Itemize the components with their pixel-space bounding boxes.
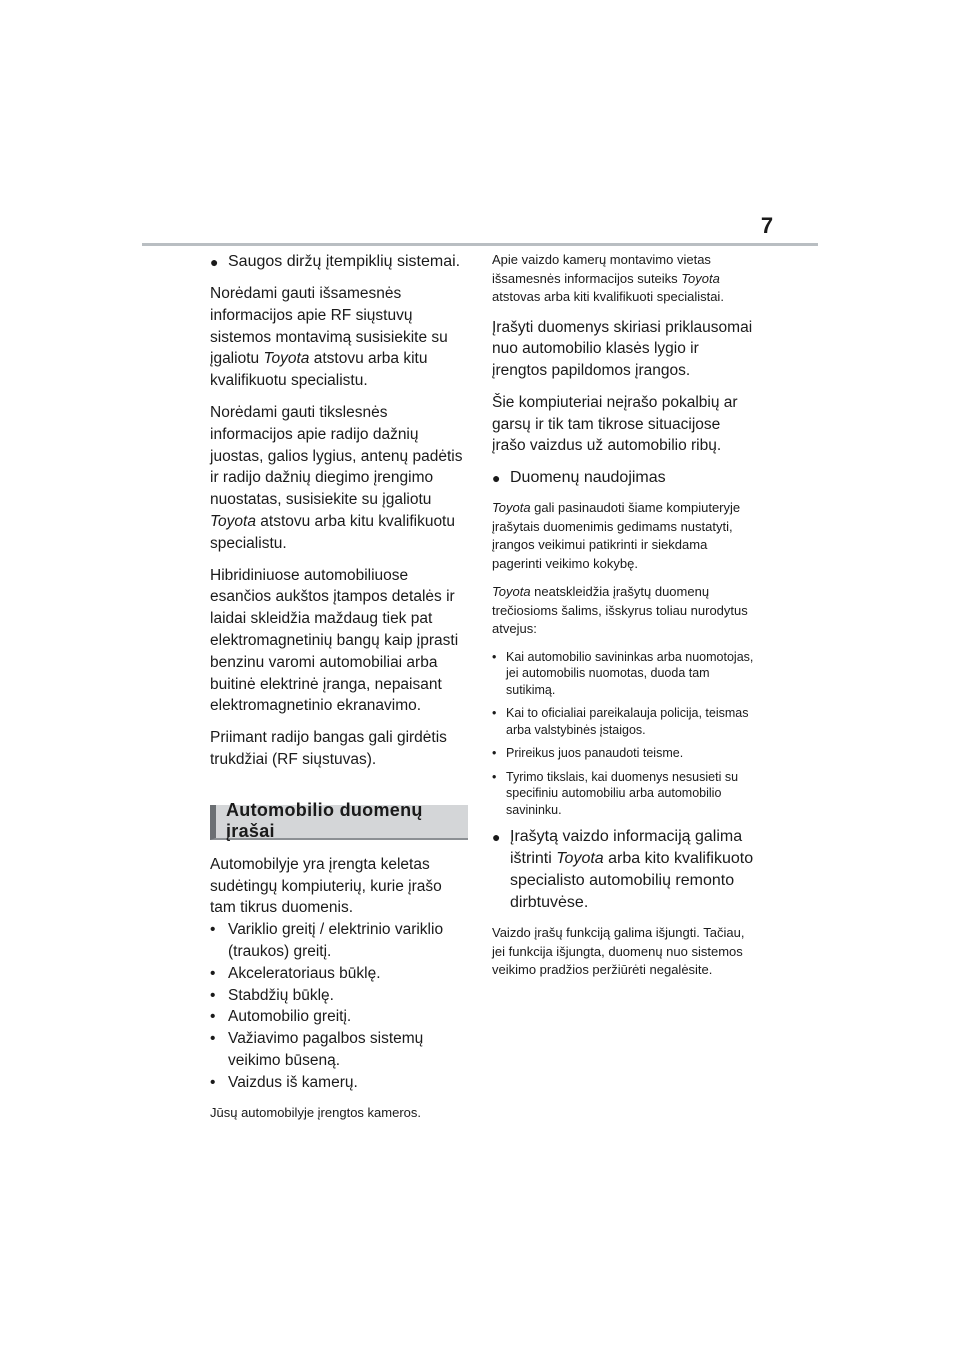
recorded-data-list	[210, 919, 470, 1093]
bullet-data-usage	[492, 467, 754, 489]
list-item: • Vaizdus iš kamerų.	[210, 1073, 358, 1091]
bullet-video-deletion	[492, 826, 754, 914]
paragraph-disable-recording: Vaizdo įrašų funkciją galima išjungti. Tačiau, jei funkcija išjungta, duomenų nuo sistemos veikimo pradžios peržiūrėti negalėsite.	[492, 925, 745, 978]
paragraph-no-audio: Šie kompiuteriai neįrašo pokalbių ar garsų ir tik tam tikrose situacijose įrašo vaizdus už automobilio ribų.	[492, 393, 738, 455]
bullet-dot-icon: ●	[492, 470, 501, 487]
note-cameras: Jūsų automobilyje įrengtos kameros.	[210, 1104, 421, 1120]
section-heading: Automobilio duomenų įrašai	[210, 805, 468, 840]
list-item: • Variklio greitį / elektrinio variklio (traukos) greitį.	[210, 921, 444, 960]
paragraph-radio-frequency: Norėdami gauti tikslesnės informacijos apie radijo dažnių juostas, galios lygius, antenų padėtis ir radijo dažnių diegimo įrengimo nuostatas, susisiekite su įgaliotu Toyota atstovu arba kitu kvalifikuotu specialistu.	[210, 403, 463, 552]
bullet-text: Saugos diržų įtempiklių sistemai.	[228, 253, 461, 270]
paragraph-interference: Priimant radijo bangas gali girdėtis trukdžiai (RF siųstuvas).	[210, 729, 447, 768]
paragraph-data-usage: Toyota gali pasinaudoti šiame kompiuteryje įrašytais duomenimis gedimams nustatyti, įrangos veikimui patikrinti ir siekdama pagerinti veikimo kokybę.	[492, 500, 741, 571]
bullet-seatbelt	[210, 251, 470, 273]
disclosure-cases-list	[492, 649, 754, 819]
list-item: • Važiavimo pagalbos sistemų veikimo būseną.	[210, 1030, 424, 1069]
left-column	[210, 251, 470, 1132]
right-column	[492, 251, 754, 990]
paragraph-third-parties: Toyota neatskleidžia įrašytų duomenų trečiosioms šalims, išskyrus toliau nurodytus atvejus:	[492, 584, 748, 637]
list-item: • Stabdžių būklę.	[210, 986, 334, 1004]
paragraph-rf-transmitter: Norėdami gauti išsamesnės informacijos apie RF siųstuvų sistemos montavimą susisiekite su įgaliotu Toyota atstovu arba kitu kvalifikuotu specialistu.	[210, 285, 448, 390]
paragraph-camera-locations: Apie vaizdo kamerų montavimo vietas išsamesnės informacijos suteiks Toyota atstovas arba kiti kvalifikuoti specialistai.	[492, 252, 724, 304]
bullet-text: Įrašytą vaizdo informaciją galima ištrinti Toyota arba kito kvalifikuoto specialisto automobilių remonto dirbtuvėse.	[510, 828, 754, 912]
bullet-dot-icon: ●	[210, 254, 219, 270]
list-item: • Automobilio greitį.	[210, 1008, 352, 1026]
paragraph-computers: Automobilyje yra įrengta keletas sudėtingų kompiuterių, kurie įrašo tam tikrus duomenis.	[210, 855, 442, 917]
list-item: • Kai automobilio savininkas arba nuomotojas, jei automobilis nuomotas, duoda tam sutikimą.	[492, 649, 754, 697]
bullet-dot-icon: ●	[492, 829, 501, 846]
list-item: • Akceleratoriaus būklę.	[210, 964, 381, 982]
bullet-text: Duomenų naudojimas	[510, 469, 666, 487]
list-item: • Kai to oficialiai pareikalauja policija, teismas arba valstybinės įstaigos.	[492, 706, 749, 737]
paragraph-hybrid: Hibridiniuose automobiliuose esančios aukštos įtampos detalės ir laidai skleidžia maždaug tiek pat elektromagnetinių bangų kaip įprasti benzinu varomi automobiliai arba buitinė elektrinė įranga, nepaisant elektromagnetinio ekranavimo.	[210, 566, 459, 715]
page-number: 7	[760, 213, 774, 238]
paragraph-recorded-data: Įrašyti duomenys skiriasi priklausomai nuo automobilio klasės lygio ir įrengtos papildomos įrangos.	[492, 318, 753, 380]
header-rule	[142, 243, 818, 246]
list-item: • Prireikus juos panaudoti teisme.	[492, 746, 684, 761]
list-item: • Tyrimo tikslais, kai duomenys nesusieti su specifiniu automobiliu arba automobilio savininku.	[492, 769, 739, 817]
